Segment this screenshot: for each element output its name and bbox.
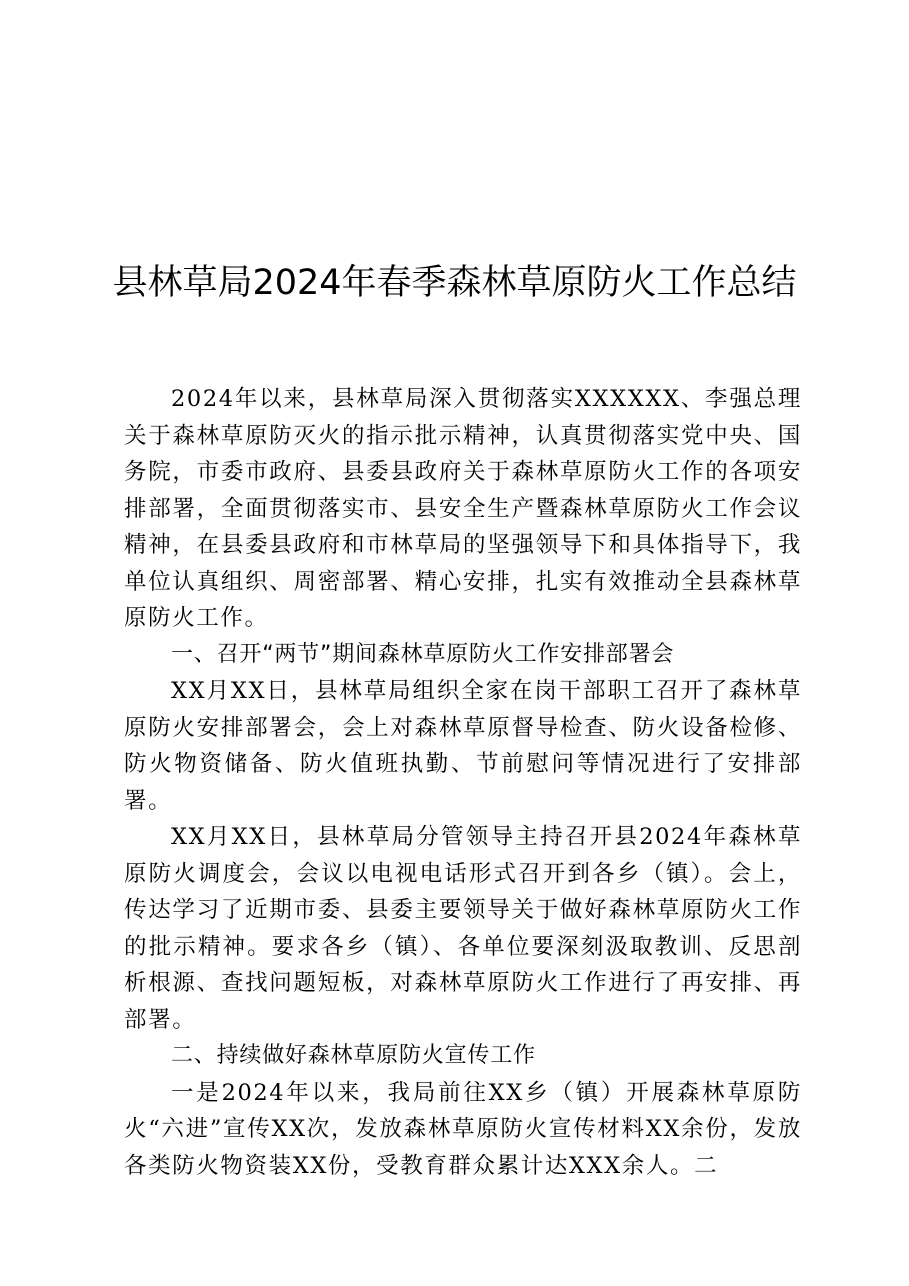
section-1-paragraph-2: XX月XX日，县林草局分管领导主持召开县2024年森林草原防火调度会，会议以电视电话形式召开到各乡（镇）。会上，传达学习了近期市委、县委主要领导关于做好森林草原防火工作的批示精神。要求各乡（镇）、各单位要深刻汲取教训、反思剖析根源、查找问题短板，对森林草原防火工作进行了再安排、再部署。 <box>124 824 802 1033</box>
document-title: 县林草局2024年春季森林草原防火工作总结 <box>112 263 797 303</box>
document-body <box>124 381 802 1184</box>
section-1-paragraph-1: XX月XX日，县林草局组织全家在岗干部职工召开了森林草原防火安排部署会，会上对森林草原督导检查、防火设备检修、防火物资储备、防火值班执勤、节前慰问等情况进行了安排部署。 <box>124 678 802 814</box>
section-2-paragraph-1: 一是2024年以来，我局前往XX乡（镇）开展森林草原防火“六进”宣传XX次，发放森林草原防火宣传材料XX余份，发放各类防火物资装XX份，受教育群众累计达XXX余人。二 <box>124 1079 802 1179</box>
section-2-heading: 二、持续做好森林草原防火宣传工作 <box>171 1043 536 1068</box>
section-1-heading: 一、召开“两节”期间森林草原防火工作安排部署会 <box>171 641 675 667</box>
intro-paragraph: 2024年以来，县林草局深入贯彻落实XXXXXX、李强总理关于森林草原防灭火的指示批示精神，认真贯彻落实党中央、国务院，市委市政府、县委县政府关于森林草原防火工作的各项安排部署，全面贯彻落实市、县安全生产暨森林草原防火工作会议精神，在县委县政府和市林草局的坚强领导下和具体指导下，我单位认真组织、周密部署、精心安排，扎实有效推动全县森林草原防火工作。 <box>124 386 802 631</box>
